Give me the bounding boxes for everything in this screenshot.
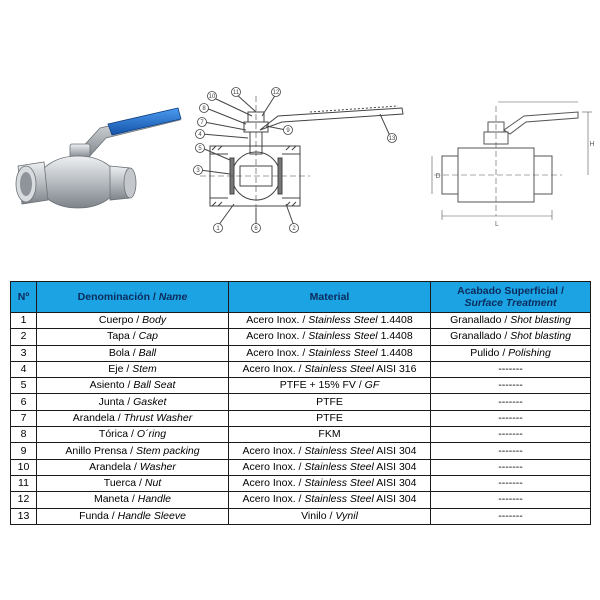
valve-photo [8,100,186,210]
table-row [11,459,591,475]
callout-label: 11 [232,90,240,96]
cell-finish: ------- [431,394,591,410]
cell-material: Acero Inox. / Stainless Steel AISI 304 [229,492,431,508]
cell-number: 6 [11,394,37,410]
cell-finish: ------- [431,492,591,508]
cell-finish: ------- [431,443,591,459]
callout-label: 13 [388,136,396,142]
table-row [11,427,591,443]
table-row [11,394,591,410]
cell-number: 1 [11,313,37,329]
cell-number: 12 [11,492,37,508]
cell-finish: ------- [431,475,591,491]
table-row [11,508,591,524]
callout-label: 9 [286,128,290,134]
cell-name: Eje / Stem [37,361,229,377]
cell-finish: ------- [431,410,591,426]
cell-number: 9 [11,443,37,459]
table-row [11,410,591,426]
callout-label: 3 [196,168,200,174]
cell-name: Anillo Prensa / Stem packing [37,443,229,459]
cell-name: Maneta / Handle [37,492,229,508]
cell-material: PTFE + 15% FV / GF [229,378,431,394]
cell-name: Bola / Ball [37,345,229,361]
cell-number: 8 [11,427,37,443]
callout-label: 7 [200,120,204,126]
section-drawing [190,86,422,236]
cell-name: Arandela / Washer [37,459,229,475]
cell-number: 4 [11,361,37,377]
cell-material: Acero Inox. / Stainless Steel AISI 304 [229,443,431,459]
callout-label: 6 [254,226,258,232]
cell-finish: ------- [431,361,591,377]
cell-number: 7 [11,410,37,426]
cell-finish: ------- [431,508,591,524]
header-number: Nº [11,282,37,313]
cell-number: 2 [11,329,37,345]
parts-table [10,281,591,525]
cell-material: Acero Inox. / Stainless Steel AISI 316 [229,361,431,377]
cell-number: 13 [11,508,37,524]
table-row [11,475,591,491]
cell-material: Acero Inox. / Stainless Steel AISI 304 [229,475,431,491]
table-row [11,361,591,377]
table-row [11,345,591,361]
callout-label: 2 [292,226,296,232]
figures-area [0,70,600,250]
cell-name: Tórica / O´ring [37,427,229,443]
dim-label-h: H [589,141,595,148]
callout-label: 4 [198,132,202,138]
cell-finish: Granallado / Shot blasting [431,329,591,345]
callout-label: 8 [202,106,206,112]
cell-material: Acero Inox. / Stainless Steel 1.4408 [229,345,431,361]
callout-label: 10 [208,94,216,100]
cell-name: Arandela / Thrust Washer [37,410,229,426]
cell-number: 5 [11,378,37,394]
cell-material: PTFE [229,410,431,426]
cell-material: FKM [229,427,431,443]
cell-material: Vinilo / Vynil [229,508,431,524]
cell-name: Tuerca / Nut [37,475,229,491]
dim-label-l: L [495,221,499,228]
cell-finish: ------- [431,459,591,475]
cell-finish: Pulido / Polishing [431,345,591,361]
handle-sleeve [108,108,181,135]
dim-label-d: D [435,173,441,180]
cell-material: PTFE [229,394,431,410]
table-row [11,378,591,394]
header-finish: Acabado Superficial / Surface Treatment [431,282,591,313]
table-row [11,329,591,345]
cell-number: 3 [11,345,37,361]
table-header-row [11,282,591,313]
cell-material: Acero Inox. / Stainless Steel AISI 304 [229,459,431,475]
table-row [11,492,591,508]
table-row [11,443,591,459]
callout-label: 5 [198,146,202,152]
cell-name: Tapa / Cap [37,329,229,345]
cell-name: Asiento / Ball Seat [37,378,229,394]
cell-name: Funda / Handle Sleeve [37,508,229,524]
cell-finish: ------- [431,427,591,443]
cell-finish: Granallado / Shot blasting [431,313,591,329]
cell-number: 10 [11,459,37,475]
header-name: Denominación / Name [37,282,229,313]
dimension-drawing [428,92,596,232]
callout-bubbles [194,88,397,233]
cell-finish: ------- [431,378,591,394]
header-material: Material [229,282,431,313]
cell-number: 11 [11,475,37,491]
cell-material: Acero Inox. / Stainless Steel 1.4408 [229,329,431,345]
cell-name: Junta / Gasket [37,394,229,410]
table-row [11,313,591,329]
cell-material: Acero Inox. / Stainless Steel 1.4408 [229,313,431,329]
cell-name: Cuerpo / Body [37,313,229,329]
callout-label: 12 [272,90,280,96]
callout-label: 1 [216,226,220,232]
